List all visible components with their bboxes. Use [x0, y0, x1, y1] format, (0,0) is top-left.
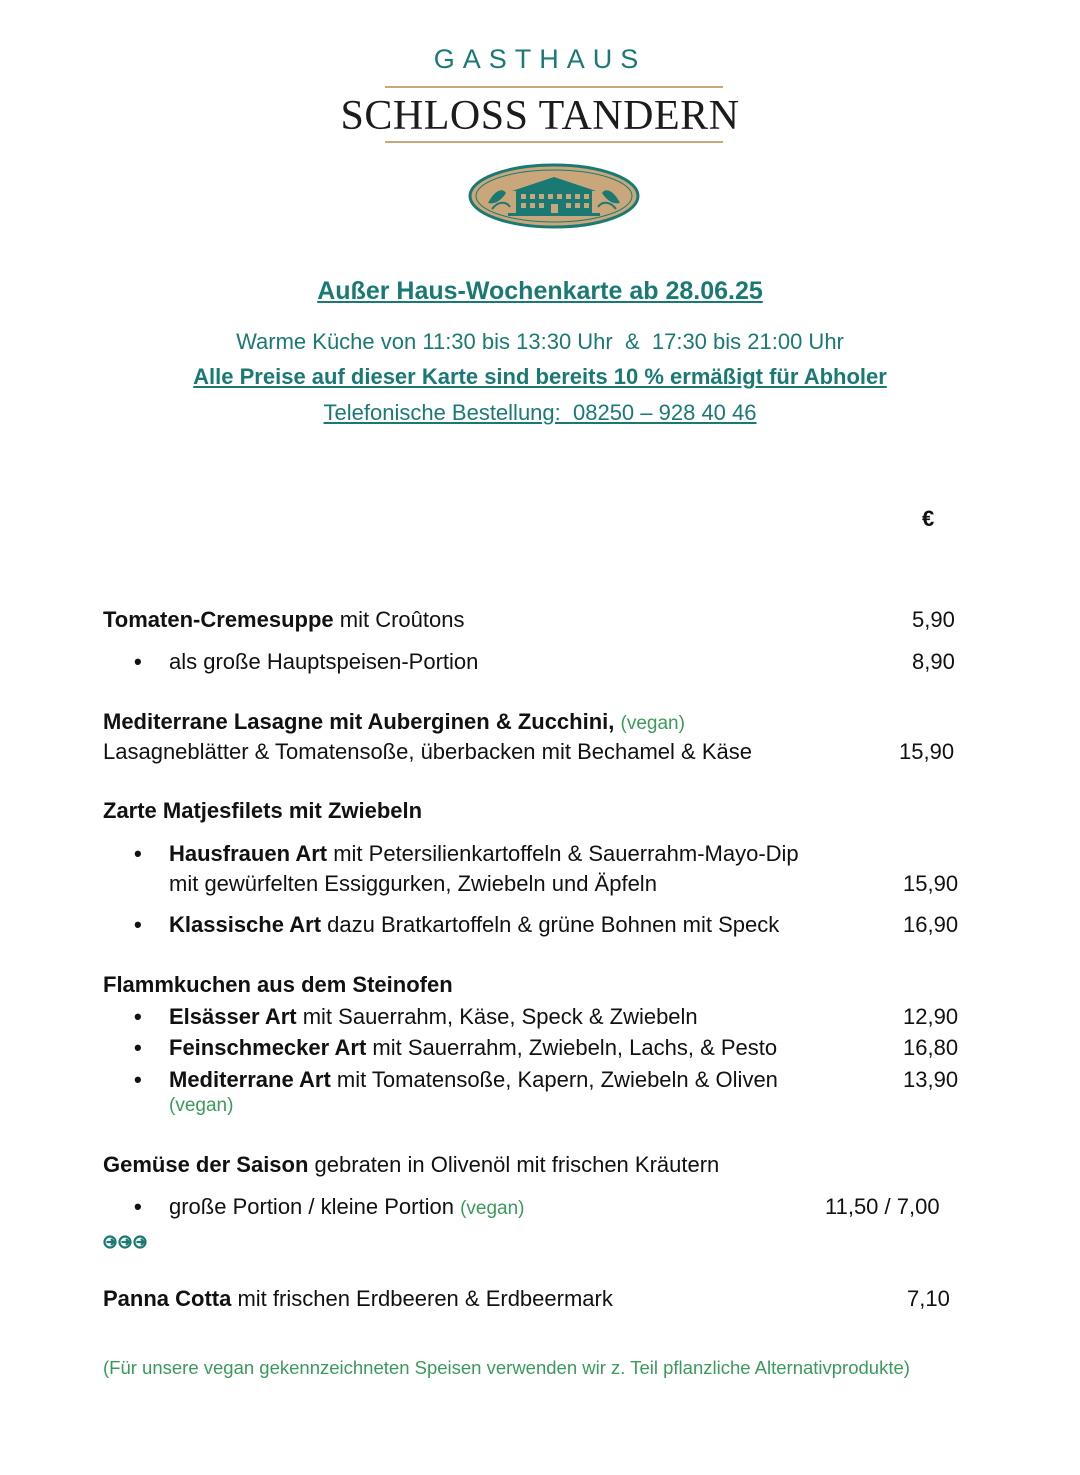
- item-name: Mediterrane Lasagne mit Auberginen & Zucchini,: [103, 709, 615, 734]
- soup-large-portion: als große Hauptspeisen-Portion: [169, 649, 479, 674]
- item-desc-line2: mit gewürfelten Essiggurken, Zwiebeln und Äpfeln: [169, 871, 657, 896]
- item-desc: dazu Bratkartoffeln & grüne Bohnen mit Speck: [321, 912, 780, 937]
- item-desc: mit Tomatensoße, Kapern, Zwiebeln & Oliven: [330, 1067, 778, 1092]
- item-price: 8,90: [912, 649, 955, 674]
- item-desc: mit Sauerrahm, Zwiebeln, Lachs, & Pesto: [366, 1035, 778, 1060]
- item-price: 15,90: [903, 871, 959, 896]
- bullet-icon: •: [134, 1004, 142, 1029]
- matjes-klassisch: [169, 912, 779, 938]
- menu-item-soup: [103, 607, 464, 633]
- item-name: Mediterrane Art: [169, 1067, 331, 1092]
- item-price: 15,90: [899, 739, 955, 764]
- vegan-footnote: (Für unsere vegan gekennzeichneten Speisen verwenden wir z. Teil pflanzliche Alternativprodukte): [103, 1357, 910, 1378]
- castle-emblem-icon: [468, 163, 640, 229]
- item-name: Hausfrauen Art: [169, 841, 328, 866]
- menu-item-matjes: Zarte Matjesfilets mit Zwiebeln: [103, 798, 423, 823]
- flammkuchen-feinschmecker: [169, 1035, 777, 1061]
- logo-restaurant-name: SCHLOSS TANDERN: [340, 93, 740, 139]
- dessert-separator-icon: [103, 1232, 149, 1252]
- item-price: 5,90: [912, 607, 955, 632]
- bullet-icon: •: [134, 841, 142, 866]
- menu-item-vegetables: [103, 1152, 719, 1178]
- flammkuchen-mediterran: [169, 1067, 778, 1093]
- phone-order-link[interactable]: Telefonische Bestellung: 08250 – 928 40 46: [323, 400, 757, 425]
- item-name: Panna Cotta: [103, 1286, 232, 1311]
- item-desc: mit frischen Erdbeeren & Erdbeermark: [231, 1286, 613, 1311]
- price-discount-note: Alle Preise auf dieser Karte sind bereits 10 % ermäßigt für Abholer: [193, 364, 887, 389]
- item-price: 16,80: [903, 1035, 959, 1060]
- vegan-tag: (vegan): [620, 713, 685, 734]
- logo-rule-bottom: [385, 141, 723, 143]
- menu-item-lasagne: [103, 709, 685, 737]
- menu-item-dessert: [103, 1286, 613, 1312]
- item-name: Feinschmecker Art: [169, 1035, 367, 1060]
- bullet-icon: •: [134, 1067, 142, 1092]
- kitchen-hours: Warme Küche von 11:30 bis 13:30 Uhr & 17:30 bis 21:00 Uhr: [236, 329, 844, 354]
- item-price: 13,90: [903, 1067, 959, 1092]
- item-price: 7,10: [907, 1286, 950, 1311]
- item-price: 12,90: [903, 1004, 959, 1029]
- menu-title: Außer Haus-Wochenkarte ab 28.06.25: [317, 277, 763, 305]
- item-name: Klassische Art: [169, 912, 322, 937]
- vegan-tag: (vegan): [460, 1198, 525, 1219]
- bullet-icon: •: [134, 1035, 142, 1060]
- vegan-tag: (vegan): [169, 1095, 234, 1116]
- logo-gasthaus-text: GASTHAUS: [433, 44, 647, 74]
- item-desc: mit Croûtons: [333, 607, 465, 632]
- item-desc: Lasagneblätter & Tomatensoße, überbacken mit Bechamel & Käse: [103, 739, 752, 764]
- item-desc: große Portion / kleine Portion: [169, 1194, 454, 1219]
- item-name: Elsässer Art: [169, 1004, 297, 1029]
- item-name: Tomaten-Cremesuppe: [103, 607, 334, 632]
- item-name: Gemüse der Saison: [103, 1152, 309, 1177]
- flammkuchen-elsaesser: [169, 1004, 698, 1030]
- item-price: 16,90: [903, 912, 959, 937]
- vegetables-portions: [169, 1194, 524, 1222]
- item-desc: mit Sauerrahm, Käse, Speck & Zwiebeln: [296, 1004, 698, 1029]
- menu-item-flammkuchen: Flammkuchen aus dem Steinofen: [103, 972, 453, 997]
- item-price: 11,50 / 7,00: [825, 1194, 940, 1219]
- bullet-icon: •: [134, 912, 142, 937]
- bullet-icon: •: [134, 649, 142, 674]
- matjes-hausfrauen: [169, 841, 799, 867]
- item-desc: gebraten in Olivenöl mit frischen Kräutern: [308, 1152, 720, 1177]
- logo-rule-top: [385, 86, 723, 88]
- currency-label: €: [922, 506, 935, 531]
- item-desc: mit Petersilienkartoffeln & Sauerrahm-Mayo-Dip: [327, 841, 799, 866]
- bullet-icon: •: [134, 1194, 142, 1219]
